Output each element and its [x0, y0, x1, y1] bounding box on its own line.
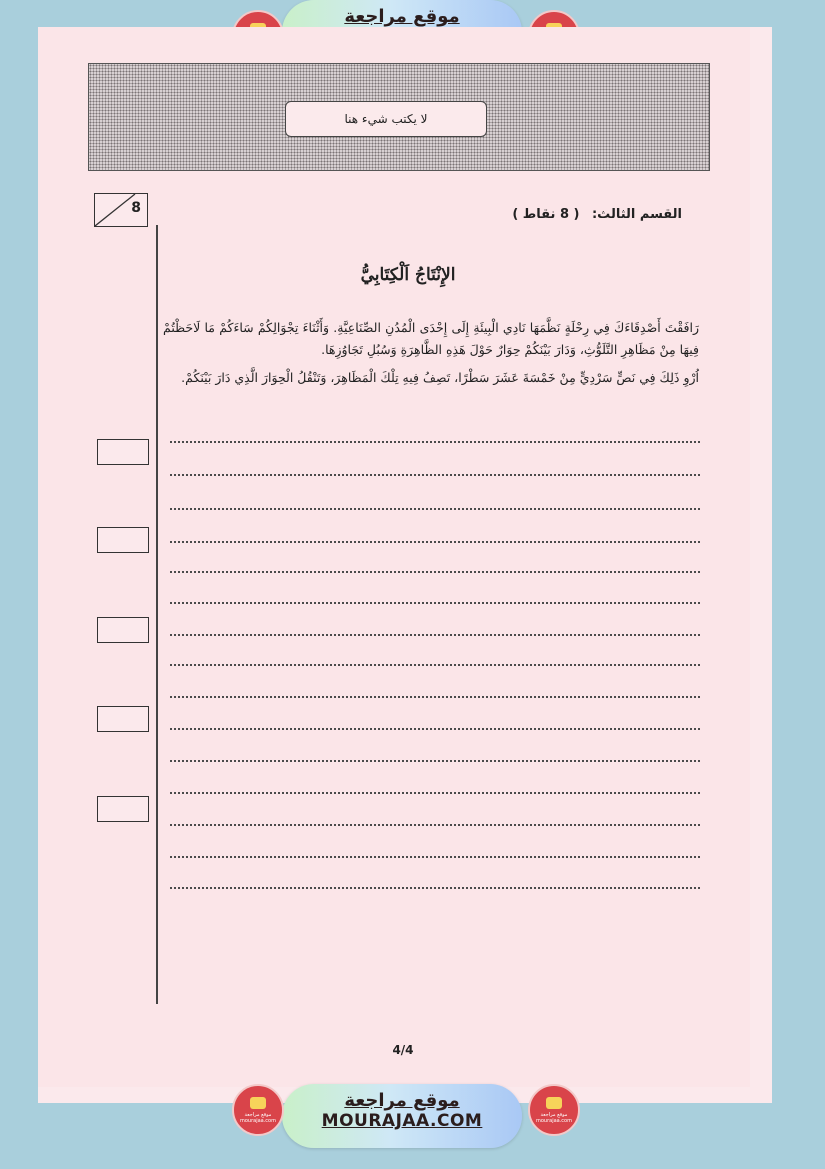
- grade-box: [97, 706, 149, 732]
- grade-box: [97, 617, 149, 643]
- brand-logo-icon: موقع مراجعة mourajaa.com: [528, 1084, 580, 1136]
- writing-line[interactable]: [170, 887, 700, 889]
- writing-line[interactable]: [170, 571, 700, 573]
- writing-line[interactable]: [170, 602, 700, 604]
- section-title: القسم الثالث:: [591, 207, 682, 222]
- brand-arabic: موقع مراجعة: [344, 1090, 460, 1111]
- reserved-shaded-area: [88, 63, 710, 171]
- grade-box: [97, 796, 149, 822]
- page-number: 4/4: [392, 1043, 414, 1057]
- grade-box: [97, 527, 149, 553]
- brand-arabic: موقع مراجعة: [344, 6, 460, 27]
- writing-line[interactable]: [170, 760, 700, 762]
- grade-box: [97, 439, 149, 465]
- score-value: 8: [131, 200, 141, 216]
- brand-badge-bottom[interactable]: [282, 1084, 522, 1148]
- writing-line[interactable]: [170, 508, 700, 510]
- writing-line[interactable]: [170, 696, 700, 698]
- exam-sheet: [38, 27, 772, 1103]
- score-box: [94, 193, 148, 227]
- section-heading: [512, 207, 682, 222]
- writing-line[interactable]: [170, 664, 700, 666]
- writing-line[interactable]: [170, 824, 700, 826]
- exam-page: [38, 27, 750, 1087]
- no-write-label: لا يكتب شيء هنا: [285, 101, 487, 137]
- writing-line[interactable]: [170, 728, 700, 730]
- section-points: ( 8 نقاط ): [512, 207, 580, 222]
- writing-line[interactable]: [170, 541, 700, 543]
- writing-line[interactable]: [170, 792, 700, 794]
- writing-line[interactable]: [170, 634, 700, 636]
- writing-line[interactable]: [170, 856, 700, 858]
- margin-divider: [156, 225, 158, 1004]
- composition-prompt: رَافَقْتَ أَصْدِقَاءَكَ فِي رِحْلَةٍ نَظَّمَهَا نَادِي الْبِيئَةِ إِلَى إِحْدَى الْمُدُنِ الصِّنَاعِيَّةِ. وَأَثْنَاءَ تِجْوَالِكُمْ سَاءَكُمْ مَا لَاحَظْتُمْ فِيهَا مِنْ مَظَاهِرِ التَّلَوُّثِ، وَدَارَ بَيْنَكُمْ حِوَارٌ حَوْلَ هَذِهِ الظَّاهِرَةِ وَسُبُلِ تَجَاوُزِهَا.: [163, 320, 699, 357]
- composition-title: الإِنْتَاجُ اَلْكِتَابِيُّ: [360, 265, 456, 285]
- writing-line[interactable]: [170, 474, 700, 476]
- writing-line[interactable]: [170, 441, 700, 443]
- composition-instruction: اُرْوِ ذَلِكَ فِي نَصٍّ سَرْدِيٍّ مِنْ خَمْسَةَ عَشَرَ سَطْرًا، تَصِفُ فِيهِ تِلْكَ الْمَظَاهِرَ، وَتَنْقُلُ الْحِوَارَ الَّذِي دَارَ بَيْنَكُمْ.: [181, 370, 699, 385]
- brand-logo-icon: موقع مراجعة mourajaa.com: [232, 1084, 284, 1136]
- brand-latin: MOURAJAA.COM: [321, 1111, 483, 1131]
